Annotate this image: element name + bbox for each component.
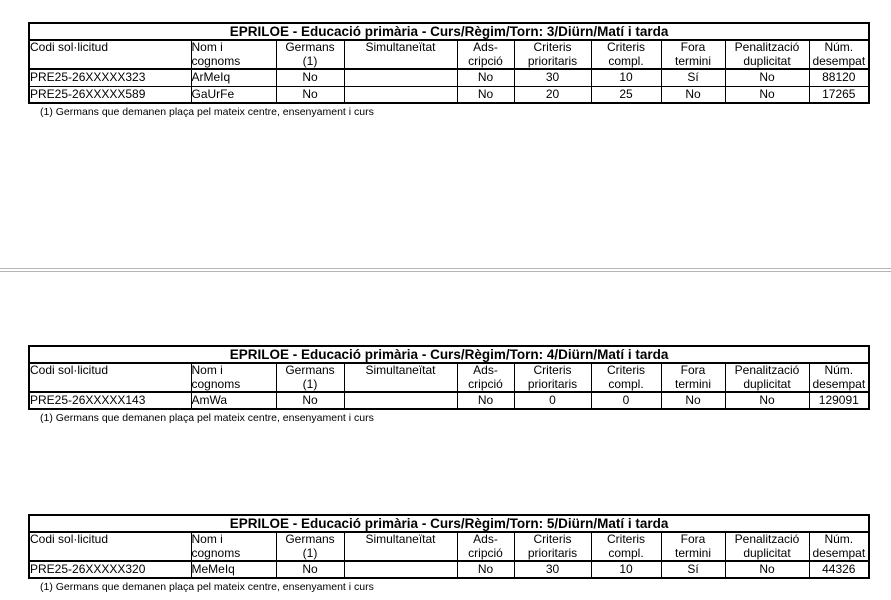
- column-header-line: prioritaris: [527, 376, 578, 391]
- cell-penalitzacio: No: [725, 392, 809, 409]
- column-header-num-desempat: [809, 40, 869, 69]
- report-block-3: [28, 514, 868, 594]
- column-header-fora-termini: [661, 40, 725, 69]
- column-header-line: Germans: [285, 40, 335, 54]
- column-header-line: Criteris: [533, 363, 572, 377]
- cell-simultaneitat: [344, 561, 457, 578]
- column-header-line: (1): [302, 545, 318, 560]
- column-header-line: prioritaris: [527, 53, 578, 68]
- cell-codi: PRE25-26XXXXX320: [29, 561, 191, 578]
- cell-adscripcio: No: [457, 392, 514, 409]
- cell-fora-termini: Sí: [661, 561, 725, 578]
- column-header-line: Núm.: [824, 40, 854, 54]
- column-header-penalitzacio: [725, 40, 809, 69]
- table-title-row: [29, 23, 869, 40]
- column-header-line: cripció: [468, 53, 503, 68]
- column-header-line: desempat: [812, 545, 866, 560]
- cell-num-desempat: 17265: [809, 86, 869, 103]
- column-header-line: (1): [302, 376, 318, 391]
- cell-simultaneitat: [344, 392, 457, 409]
- table-row: [29, 69, 869, 86]
- cell-penalitzacio: No: [725, 561, 809, 578]
- cell-penalitzacio: No: [725, 86, 809, 103]
- cell-nom: MeMeIq: [191, 561, 276, 578]
- table-footnote: (1) Germans que demanen plaça pel mateix centre, ensenyament i curs: [40, 581, 374, 593]
- table-footnote: (1) Germans que demanen plaça pel mateix centre, ensenyament i curs: [40, 106, 374, 118]
- table-title-row: [29, 515, 869, 532]
- column-header-line: Criteris: [607, 363, 645, 377]
- column-header-fora-termini: [661, 363, 725, 392]
- column-header-germans: [276, 532, 344, 561]
- cell-codi: PRE25-26XXXXX143: [29, 392, 191, 409]
- column-header-adscripcio: [457, 532, 514, 561]
- column-header-nom: [191, 40, 276, 69]
- column-header-line: Criteris: [607, 532, 645, 546]
- column-header-line: Penalització: [734, 363, 800, 377]
- column-header-line: Criteris: [607, 40, 645, 54]
- report-block-1: [28, 22, 868, 119]
- cell-adscripcio: No: [457, 86, 514, 103]
- column-header-adscripcio: [457, 363, 514, 392]
- column-header-line: cripció: [468, 376, 503, 391]
- cell-germans: No: [276, 86, 344, 103]
- cell-simultaneitat: [344, 86, 457, 103]
- column-header-penalitzacio: [725, 363, 809, 392]
- table-row: [29, 561, 869, 578]
- column-header-codi: [29, 363, 191, 392]
- column-header-penalitzacio: [725, 532, 809, 561]
- cell-criteris-prioritaris: 30: [514, 561, 591, 578]
- cell-criteris-compl: 10: [591, 561, 661, 578]
- column-header-line: duplicitat: [743, 376, 791, 391]
- column-header-line: (1): [302, 53, 318, 68]
- cell-fora-termini: No: [661, 86, 725, 103]
- column-header-line: duplicitat: [743, 545, 791, 560]
- cell-codi: PRE25-26XXXXX589: [29, 86, 191, 103]
- cell-criteris-compl: 10: [591, 69, 661, 86]
- cell-criteris-compl: 25: [591, 86, 661, 103]
- cell-germans: No: [276, 561, 344, 578]
- cell-adscripcio: No: [457, 561, 514, 578]
- column-header-criteris-prioritaris: [514, 363, 591, 392]
- table-row: [29, 392, 869, 409]
- cell-num-desempat: 88120: [809, 69, 869, 86]
- column-header-line: Ads-: [473, 532, 498, 546]
- column-header-line: Fora: [680, 532, 706, 546]
- block-title: EPRILOE - Educació primària - Curs/Règim/Torn: 5/Diürn/Matí i tarda: [29, 515, 869, 532]
- column-header-adscripcio: [457, 40, 514, 69]
- table-title-row: [29, 346, 869, 363]
- table-header-row: [29, 363, 869, 392]
- column-header-line: Penalització: [734, 532, 800, 546]
- column-header-line: Codi sol·licitud: [30, 40, 109, 54]
- column-header-criteris-prioritaris: [514, 40, 591, 69]
- column-header-simultaneitat: [344, 532, 457, 561]
- column-header-line: termini: [674, 53, 711, 68]
- column-header-line: Núm.: [824, 532, 854, 546]
- column-header-line: desempat: [812, 376, 866, 391]
- column-header-nom: [191, 532, 276, 561]
- column-header-codi: [29, 532, 191, 561]
- cell-criteris-compl: 0: [591, 392, 661, 409]
- cell-fora-termini: No: [661, 392, 725, 409]
- column-header-line: Penalització: [734, 40, 800, 54]
- column-header-germans: [276, 363, 344, 392]
- column-header-line: cripció: [468, 545, 503, 560]
- table-footnote: (1) Germans que demanen plaça pel mateix centre, ensenyament i curs: [40, 412, 374, 424]
- column-header-line: Nom i: [191, 40, 223, 54]
- column-header-line: Codi sol·licitud: [30, 532, 109, 546]
- column-header-simultaneitat: [344, 363, 457, 392]
- cell-num-desempat: 44326: [809, 561, 869, 578]
- column-header-line: Codi sol·licitud: [30, 363, 109, 377]
- column-header-line: Nom i: [191, 532, 223, 546]
- column-header-germans: [276, 40, 344, 69]
- page-separator-line: [0, 271, 891, 272]
- cell-criteris-prioritaris: 30: [514, 69, 591, 86]
- column-header-simultaneitat: [344, 40, 457, 69]
- column-header-line: Criteris: [533, 532, 572, 546]
- column-header-line: Ads-: [473, 40, 498, 54]
- cell-codi: PRE25-26XXXXX323: [29, 69, 191, 86]
- column-header-line: compl.: [608, 545, 644, 560]
- page-separator-line: [0, 268, 891, 269]
- report-table: [28, 514, 870, 579]
- column-header-nom: [191, 363, 276, 392]
- column-header-line: Germans: [285, 532, 335, 546]
- cell-criteris-prioritaris: 0: [514, 392, 591, 409]
- cell-nom: ArMeIq: [191, 69, 276, 86]
- column-header-line: cognoms: [191, 545, 241, 560]
- block-title: EPRILOE - Educació primària - Curs/Règim/Torn: 3/Diürn/Matí i tarda: [29, 23, 869, 40]
- column-header-line: Germans: [285, 363, 335, 377]
- column-header-criteris-compl: [591, 40, 661, 69]
- block-title: EPRILOE - Educació primària - Curs/Règim/Torn: 4/Diürn/Matí i tarda: [29, 346, 869, 363]
- column-header-line: duplicitat: [743, 53, 791, 68]
- cell-simultaneitat: [344, 69, 457, 86]
- cell-germans: No: [276, 69, 344, 86]
- cell-num-desempat: 129091: [809, 392, 869, 409]
- column-header-line: Ads-: [473, 363, 498, 377]
- cell-nom: GaUrFe: [191, 86, 276, 103]
- column-header-line: prioritaris: [527, 545, 578, 560]
- column-header-criteris-prioritaris: [514, 532, 591, 561]
- column-header-codi: [29, 40, 191, 69]
- column-header-line: compl.: [608, 376, 644, 391]
- cell-criteris-prioritaris: 20: [514, 86, 591, 103]
- column-header-line: Núm.: [824, 363, 854, 377]
- column-header-num-desempat: [809, 363, 869, 392]
- column-header-line: Fora: [680, 363, 706, 377]
- column-header-criteris-compl: [591, 363, 661, 392]
- table-header-row: [29, 532, 869, 561]
- column-header-line: termini: [674, 376, 711, 391]
- report-table: [28, 22, 870, 104]
- report-table: [28, 345, 870, 410]
- column-header-line: cognoms: [191, 376, 241, 391]
- cell-penalitzacio: No: [725, 69, 809, 86]
- column-header-line: compl.: [608, 53, 644, 68]
- column-header-num-desempat: [809, 532, 869, 561]
- report-block-2: [28, 345, 868, 425]
- column-header-line: Simultaneïtat: [365, 532, 436, 546]
- table-header-row: [29, 40, 869, 69]
- column-header-line: Nom i: [191, 363, 223, 377]
- cell-germans: No: [276, 392, 344, 409]
- column-header-line: desempat: [812, 53, 866, 68]
- table-row: [29, 86, 869, 103]
- cell-adscripcio: No: [457, 69, 514, 86]
- column-header-line: Simultaneïtat: [365, 40, 436, 54]
- cell-nom: AmWa: [191, 392, 276, 409]
- column-header-line: Criteris: [533, 40, 572, 54]
- column-header-line: cognoms: [191, 53, 241, 68]
- column-header-line: Simultaneïtat: [365, 363, 436, 377]
- column-header-criteris-compl: [591, 532, 661, 561]
- column-header-fora-termini: [661, 532, 725, 561]
- column-header-line: termini: [674, 545, 711, 560]
- cell-fora-termini: Sí: [661, 69, 725, 86]
- column-header-line: Fora: [680, 40, 706, 54]
